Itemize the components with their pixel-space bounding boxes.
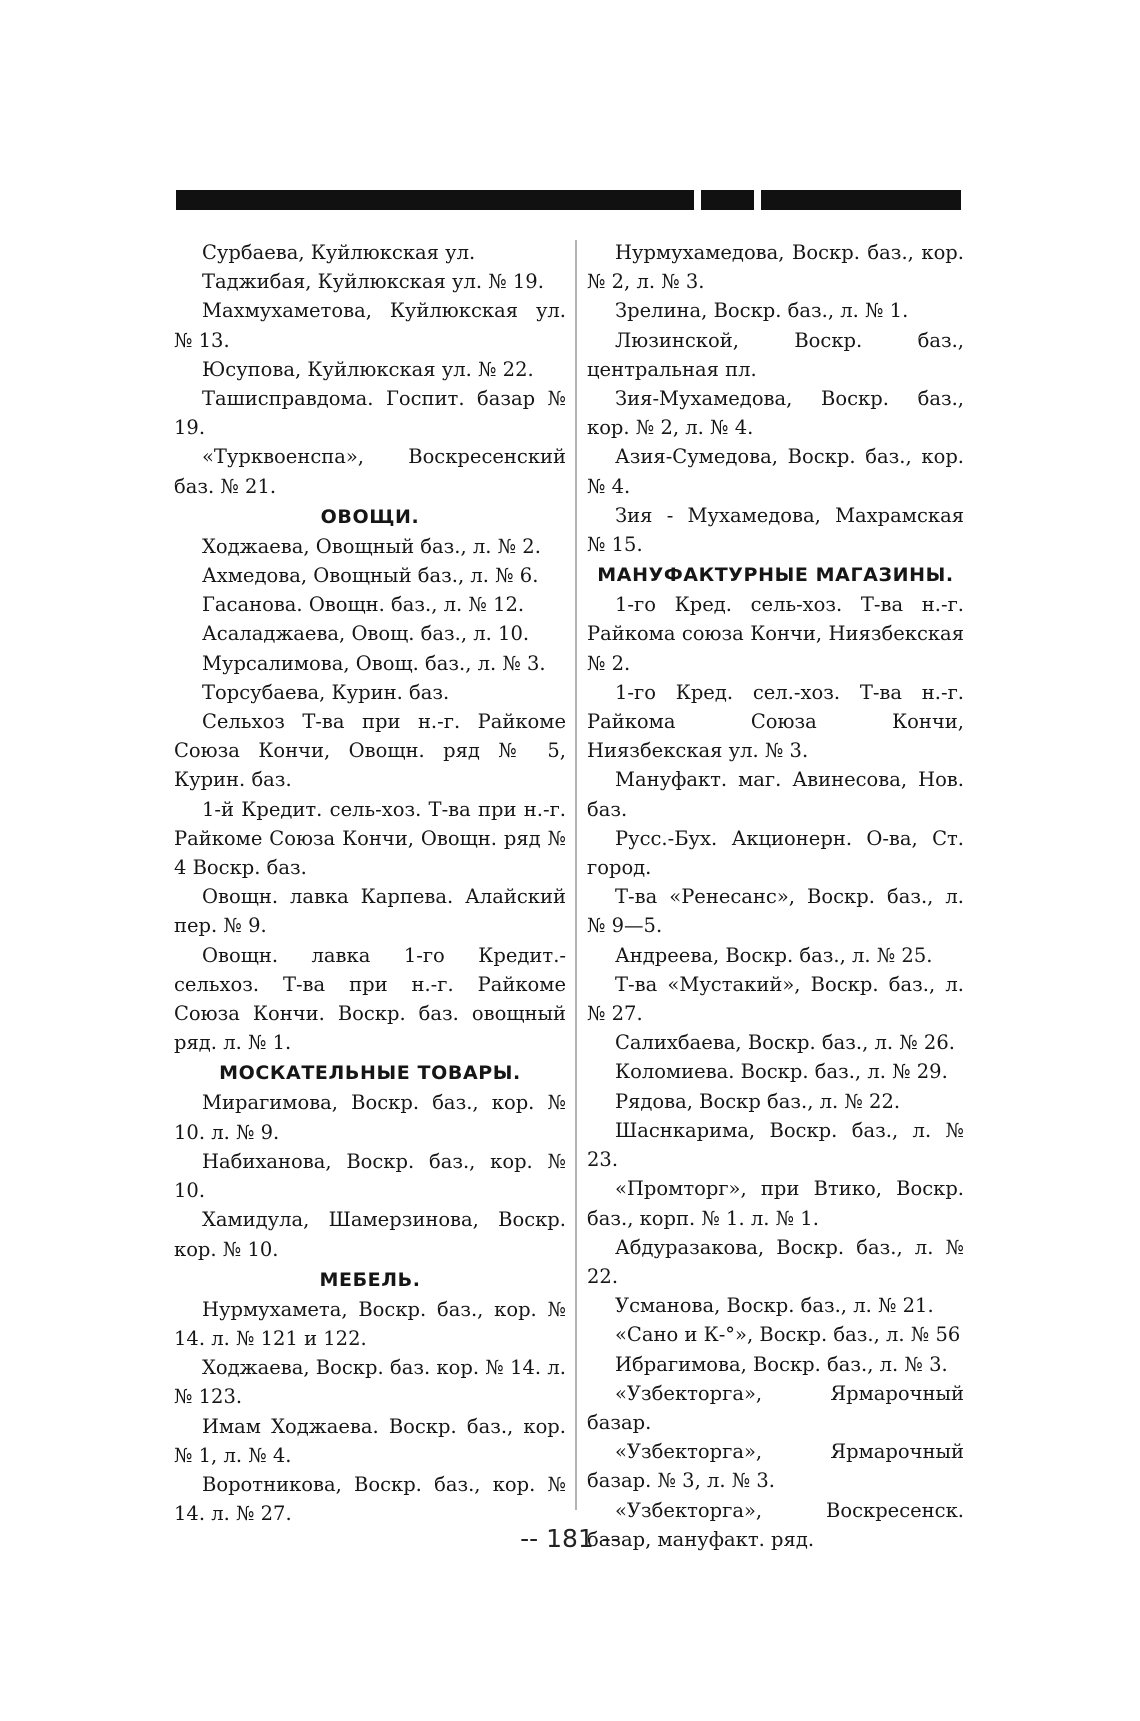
directory-entry: Гасанова. Овощн. баз., л. № 12. [202,593,525,617]
directory-entry: 1-го Кред. сел.-хоз. Т-ва н.-г. Райкома Союза Кончи, Ниязбекская ул. № 3. [587,680,964,763]
right-column [587,238,964,1554]
page-number: -- 181 -- [520,1524,620,1553]
directory-entry: Зия - Мухамедова, Махрамская № 15. [587,503,964,557]
directory-entry: Коломиева. Воскр. баз., л. № 29. [615,1060,948,1084]
directory-entry: Асаладжаева, Овощ. баз., л. 10. [202,622,530,646]
directory-entry: Имам Ходжаева. Воскр. баз., кор. № 1, л. № 4. [174,1414,566,1467]
directory-entry: 1-го Кред. сель-хоз. Т-ва н.-г. Райкома союза Кончи, Ниязбекская № 2. [587,593,964,675]
directory-entry: Шаснкарима, Воскр. баз., л. № 23. [587,1118,964,1172]
section-heading: МАНУФАКТУРНЫЕ МАГАЗИНЫ. [597,564,954,587]
directory-entry: Люзинской, Воскр. баз., центральная пл. [587,328,964,381]
directory-entry: Ахмедова, Овощный баз., л. № 6. [202,564,539,588]
left-column [174,238,566,1528]
column-divider [575,240,577,1510]
directory-entry: Т-ва «Ренесанс», Воскр. баз., л. № 9—5. [587,885,964,938]
directory-entry: «Промторг», при Втико, Воскр. баз., корп. № 1. л. № 1. [587,1177,964,1230]
directory-entry: Сурбаева, Куйлюкская ул. [202,241,476,264]
directory-entry: Мирагимова, Воскр. баз., кор. № 10. л. № 9. [174,1091,566,1144]
directory-entry: Зрелина, Воскр. баз., л. № 1. [615,299,909,323]
directory-entry: «Сано и К-°», Воскр. баз., л. № 56 [615,1323,961,1347]
directory-entry: Махмухаметова, Куйлюкская ул. № 13. [174,299,566,352]
directory-entry: Нурмухамета, Воскр. баз., кор. № 14. л. № 121 и 122. [174,1297,566,1350]
directory-entry: 1-й Кредит. сель-хоз. Т-ва при н.-г. Райкоме Союза Кончи, Овощн. ряд № 4 Воскр. баз. [174,797,566,880]
directory-entry: Сельхоз Т-ва при н.-г. Райкоме Союза Кончи, Овощн. ряд № 5, Курин. баз. [174,710,566,792]
directory-entry: Андреева, Воскр. баз., л. № 25. [615,943,933,967]
directory-entry: Нурмухамедова, Воскр. баз., кор. № 2, л. № 3. [587,241,964,294]
directory-entry: Овощн. лавка 1-го Кредит.-сельхоз. Т-ва при н.-г. Райкоме Союза Кончи. Воскр. баз. овощный ряд. л. № 1. [174,943,566,1055]
directory-entry: Овощн. лавка Карпева. Алайский пер. № 9. [174,885,566,938]
section-heading: МОСКАТЕЛЬНЫЕ ТОВАРЫ. [219,1062,521,1085]
directory-entry: Ибрагимова, Воскр. баз., л. № 3. [615,1352,948,1376]
directory-entry: Зия-Мухамедова, Воскр. баз., кор. № 2, л. № 4. [587,387,964,440]
directory-entry: «Узбекторга», Воскресенск. базар, мануфакт. ряд. [587,1498,964,1551]
directory-entry: Т-ва «Мустакий», Воскр. баз., л. № 27. [587,972,964,1026]
directory-entry: «Турквоенспа», Воскресенский баз. № 21. [174,445,566,498]
directory-entry: «Узбекторга», Ярмарочный базар. № 3, л. № 3. [587,1440,964,1493]
section-heading: МЕБЕЛЬ. [319,1268,421,1291]
directory-entry: Ходжаева, Овощный баз., л. № 2. [202,534,541,558]
directory-entry: Ходжаева, Воскр. баз. кор. № 14. л. № 123. [174,1356,566,1409]
top-rule [176,190,961,210]
directory-entry: Мурсалимова, Овощ. баз., л. № 3. [202,651,546,675]
rule-gap [754,190,761,210]
directory-entry: Усманова, Воскр. баз., л. № 21. [615,1294,934,1318]
directory-entry: Торсубаева, Курин. баз. [202,680,450,704]
directory-entry: Мануфакт. маг. Авинесова, Нов. баз. [587,768,964,821]
directory-entry: Хамидула, Шамерзинова, Воскр. кор. № 10. [174,1208,566,1261]
directory-entry: Салихбаева, Воскр. баз., л. № 26. [615,1031,955,1055]
directory-entry: Юсупова, Куйлюкская ул. № 22. [202,357,534,381]
directory-entry: Таджибая, Куйлюкская ул. № 19. [202,270,544,294]
directory-entry: Абдуразакова, Воскр. баз., л. № 22. [587,1235,964,1288]
rule-gap [694,190,701,210]
directory-entry: Азия-Сумедова, Воскр. баз., кор. № 4. [587,445,964,498]
directory-entry: «Узбекторга», Ярмарочный базар. [587,1381,964,1434]
directory-entry: Воротникова, Воскр. баз., кор. № 14. л. № 27. [174,1472,566,1526]
directory-entry: Русс.-Бух. Акционерн. О-ва, Ст. город. [587,826,964,880]
directory-entry: Рядова, Воскр баз., л. № 22. [615,1089,901,1113]
section-heading: ОВОЩИ. [320,505,420,528]
directory-entry: Набиханова, Воскр. баз., кор. № 10. [174,1149,566,1203]
directory-entry: Ташисправдома. Госпит. базар № 19. [174,387,566,440]
